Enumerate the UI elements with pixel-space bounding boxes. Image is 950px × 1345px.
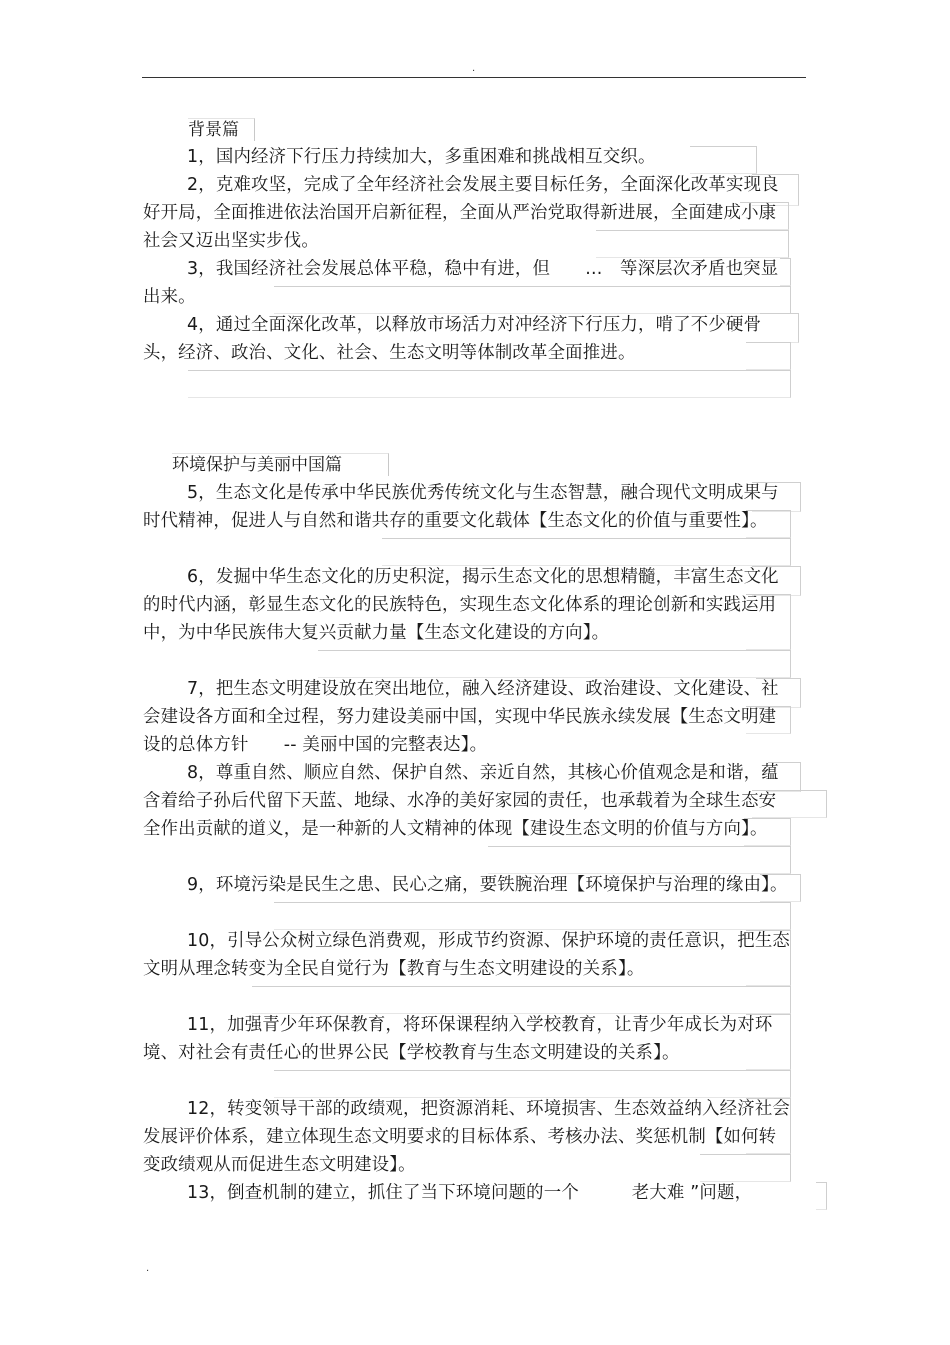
paragraph: 1，国内经济下行压力持续加大，多重困难和挑战相互交织。 — [187, 147, 656, 167]
paragraph: 12，转变领导干部的政绩观，把资源消耗、环境损害、生态效益纳入经济社会发展评价体系，建立体现生态文明要求的目标体系、考核办法、奖惩机制【如何转变政绩观从而促进生态文明建设】。 — [143, 1099, 791, 1176]
frame-fragment — [488, 846, 791, 874]
paragraph: 9，环境污染是民生之患、民心之痛，要铁腕治理【环境保护与治理的缘由】。 — [187, 875, 788, 895]
frame-fragment — [188, 370, 791, 398]
paragraph: 7，把生态文明建设放在突出地位，融入经济建设、政治建设、文化建设、社会建设各方面和全过程，努力建设美丽中国，实现中华民族永续发展【生态文明建设的总体方针 -- 美丽中国的完整表达】。 — [143, 679, 779, 756]
paragraph: 2，克难攻坚，完成了全年经济社会发展主要目标任务，全面深化改革实现良好开局，全面推进依法治国开启新征程，全面从严治党取得新进展，全面建成小康社会又迈出坚实步伐。 — [143, 175, 779, 252]
section-heading-environment: 环境保护与美丽中国篇 — [172, 453, 389, 476]
paragraph: 5，生态文化是传承中华民族优秀传统文化与生态智慧，融合现代文明成果与时代精神，促进人与自然和谐共存的重要文化载体【生态文化的价值与重要性】。 — [143, 483, 779, 532]
paragraph: 3，我国经济社会发展总体平稳，稳中有进，但 ... 等深层次矛盾也突显出来。 — [143, 259, 779, 308]
header-rule — [142, 77, 806, 78]
frame-fragment — [274, 1070, 791, 1098]
footer-mark: . — [146, 1263, 150, 1274]
paragraph: 6，发掘中华生态文化的历史积淀，揭示生态文化的思想精髓，丰富生态文化的时代内涵，彰显生态文化的民族特色，实现生态文化体系的理论创新和实践运用中，为中华民族伟大复兴贡献力量【生态文化建设的方向】。 — [143, 567, 779, 644]
paragraph: 8，尊重自然、顺应自然、保护自然、亲近自然，其核心价值观念是和谐，蕴含着给子孙后代留下天蓝、地绿、水净的美好家园的责任，也承载着为全球生态安全作出贡献的道义，是一种新的人文精神的体现【建设生态文明的价值与方向】。 — [143, 763, 779, 840]
frame-fragment — [382, 538, 791, 566]
paragraph: 10，引导公众树立绿色消费观，形成节约资源、保护环境的责任意识，把生态文明从理念转变为全民自觉行为【教育与生态文明建设的关系】。 — [143, 931, 791, 980]
paragraph: 13，倒查机制的建立，抓住了当下环境问题的一个 老大难 ”问题， — [187, 1183, 753, 1203]
frame-fragment — [274, 902, 791, 930]
paragraph: 4，通过全面深化改革，以释放市场活力对冲经济下行压力，啃了不少硬骨头，经济、政治、文化、社会、生态文明等体制改革全面推进。 — [143, 315, 762, 364]
frame-fragment — [318, 650, 791, 678]
paragraph: 11，加强青少年环保教育，将环保课程纳入学校教育，让青少年成长为对环境、对社会有责任心的世界公民【学校教育与生态文明建设的关系】。 — [143, 1015, 773, 1064]
header-mark: . — [472, 63, 476, 74]
section-heading-background: 背景篇 — [188, 118, 255, 141]
frame-fragment — [252, 986, 791, 1014]
